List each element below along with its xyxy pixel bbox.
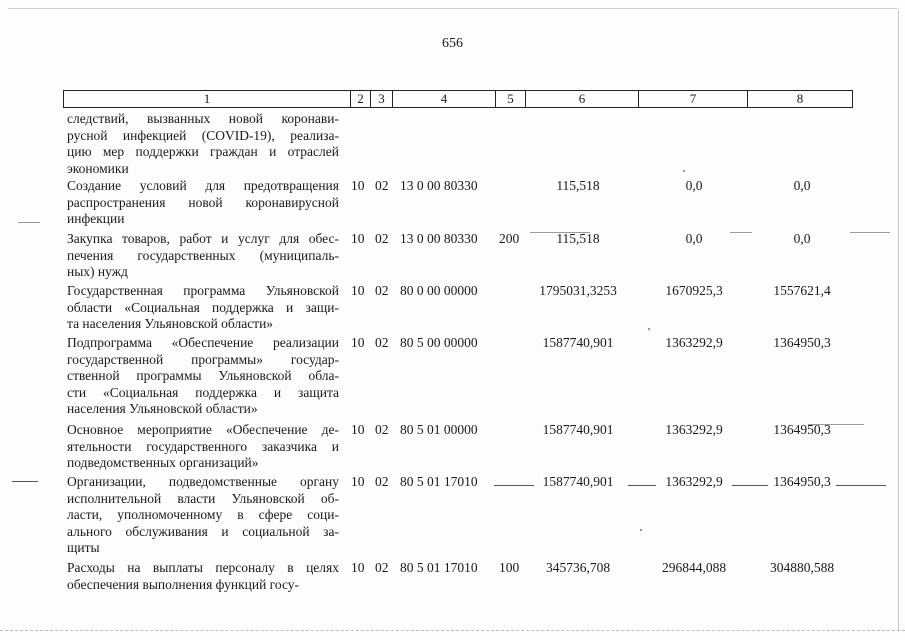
description-line: ласти, уполномоченному в сфере соци- — [67, 507, 339, 523]
cell-c4: 80 5 01 17010 — [400, 560, 478, 575]
header-col-2: 2 — [351, 91, 371, 107]
cell-c6: 1587740,901 — [542, 335, 614, 350]
cell-c2: 10 — [351, 231, 365, 246]
cell-c6: 1795031,3253 — [539, 283, 617, 298]
cell-c2: 10 — [351, 422, 365, 437]
description-line: государственной программы» государ- — [67, 351, 339, 367]
row-description — [67, 474, 339, 557]
row-description — [67, 560, 339, 593]
cell-c2: 10 — [351, 560, 365, 575]
cell-c4: 13 0 00 80330 — [400, 178, 478, 193]
scan-artifact — [730, 232, 752, 233]
description-line: цию мер поддержки граждан и отраслей — [67, 144, 339, 160]
row-description — [67, 283, 339, 333]
cell-c3: 02 — [375, 422, 389, 437]
cell-c6: 1587740,901 — [542, 422, 614, 437]
scan-artifact — [836, 485, 886, 486]
table-row — [0, 560, 905, 593]
row-description — [67, 231, 339, 281]
header-col-5: 5 — [496, 91, 526, 107]
scan-artifact — [732, 485, 768, 486]
header-col-4: 4 — [393, 91, 496, 107]
cell-c2: 10 — [351, 283, 365, 298]
description-line: подведомственных организаций» — [67, 455, 259, 471]
scan-artifact — [628, 485, 656, 486]
cell-c4: 80 0 00 00000 — [400, 283, 478, 298]
cell-c6: 115,518 — [556, 231, 600, 246]
scan-edge-top — [8, 8, 898, 9]
description-line: обеспечения выполнения функций госу- — [67, 576, 300, 592]
scan-artifact — [12, 481, 38, 482]
cell-c7: 1670925,3 — [665, 283, 723, 298]
cell-c8: 0,0 — [793, 178, 811, 193]
header-col-3: 3 — [371, 91, 393, 107]
cell-c5: 100 — [499, 560, 520, 575]
description-line: Подпрограмма «Обеспечение реализации — [67, 335, 339, 350]
description-line: сти «Социальная поддержка и защита — [67, 384, 339, 400]
description-line: ятельности государственного заказчика и — [67, 438, 339, 454]
cell-c2: 10 — [351, 474, 365, 489]
cell-c7: 0,0 — [685, 231, 703, 246]
cell-c4: 80 5 01 17010 — [400, 474, 478, 489]
scan-artifact — [18, 222, 40, 223]
cell-c7: 296844,088 — [661, 560, 727, 575]
table-row — [0, 422, 905, 472]
table-header — [63, 90, 853, 108]
cell-c6: 1587740,901 — [542, 474, 614, 489]
scan-artifact — [494, 485, 534, 486]
cell-c3: 02 — [375, 178, 389, 193]
description-line: ственной программы Ульяновской обла- — [67, 368, 339, 384]
description-line: Организации, подведомственные органу — [67, 474, 339, 489]
cell-c3: 02 — [375, 560, 389, 575]
cell-c3: 02 — [375, 283, 389, 298]
header-col-6: 6 — [526, 91, 639, 107]
header-col-7: 7 — [639, 91, 748, 107]
description-line: Государственная программа Ульяновской — [67, 283, 339, 298]
table-row — [0, 111, 905, 177]
header-col-1: 1 — [64, 91, 351, 107]
cell-c2: 10 — [351, 335, 365, 350]
cell-c7: 1363292,9 — [665, 474, 723, 489]
description-line: распространения новой коронавирусной — [67, 194, 339, 210]
description-line: Основное мероприятие «Обеспечение де- — [67, 422, 339, 437]
cell-c3: 02 — [375, 231, 389, 246]
description-line: русной инфекцией (COVID-19), реализа- — [67, 127, 339, 143]
description-line: печения государственных (муниципаль- — [67, 247, 339, 263]
description-line: щиты — [67, 540, 100, 556]
description-line: исполнительной власти Ульяновской об- — [67, 490, 339, 506]
table-row — [0, 474, 905, 557]
cell-c4: 80 5 01 00000 — [400, 422, 478, 437]
cell-c2: 10 — [351, 178, 365, 193]
description-line: та населения Ульяновской области» — [67, 316, 274, 332]
scan-speck — [683, 170, 685, 172]
description-line: Расходы на выплаты персоналу в целях — [67, 560, 339, 575]
cell-c8: 0,0 — [793, 231, 811, 246]
row-description — [67, 111, 339, 177]
cell-c6: 115,518 — [556, 178, 600, 193]
cell-c4: 13 0 00 80330 — [400, 231, 478, 246]
description-line: экономики — [67, 160, 129, 176]
cell-c8: 1364950,3 — [773, 422, 831, 437]
table-row — [0, 178, 905, 228]
description-line: Создание условий для предотвращения — [67, 178, 339, 193]
header-col-8: 8 — [796, 91, 804, 106]
scan-artifact — [808, 424, 864, 425]
scan-edge-bottom — [0, 630, 905, 631]
cell-c3: 02 — [375, 335, 389, 350]
cell-c8: 1557621,4 — [773, 283, 831, 298]
cell-c5: 200 — [499, 231, 520, 246]
table-row — [0, 231, 905, 281]
scan-speck — [648, 328, 650, 330]
row-description — [67, 178, 339, 228]
description-line: инфекции — [67, 211, 125, 227]
description-line: области «Социальная поддержка и защи- — [67, 299, 339, 315]
description-line: ных) нужд — [67, 264, 128, 280]
cell-c8: 1364950,3 — [773, 335, 831, 350]
cell-c8: 1364950,3 — [773, 474, 831, 489]
scan-speck — [640, 529, 642, 531]
table-row — [0, 283, 905, 333]
row-description — [67, 335, 339, 418]
description-line: населения Ульяновской области» — [67, 401, 258, 417]
scan-artifact — [530, 232, 590, 233]
cell-c6: 345736,708 — [545, 560, 611, 575]
cell-c7: 0,0 — [685, 178, 703, 193]
description-line: Закупка товаров, работ и услуг для обес- — [67, 231, 339, 246]
cell-c7: 1363292,9 — [665, 335, 723, 350]
page-number: 656 — [442, 36, 463, 51]
table-row — [0, 335, 905, 418]
cell-c4: 80 5 00 00000 — [400, 335, 478, 350]
description-line: ального обслуживания и социальной за- — [67, 523, 339, 539]
description-line: следствий, вызванных новой коронави- — [67, 111, 339, 126]
cell-c3: 02 — [375, 474, 389, 489]
cell-c8: 304880,588 — [769, 560, 835, 575]
cell-c7: 1363292,9 — [665, 422, 723, 437]
scan-artifact — [850, 232, 890, 233]
row-description — [67, 422, 339, 472]
